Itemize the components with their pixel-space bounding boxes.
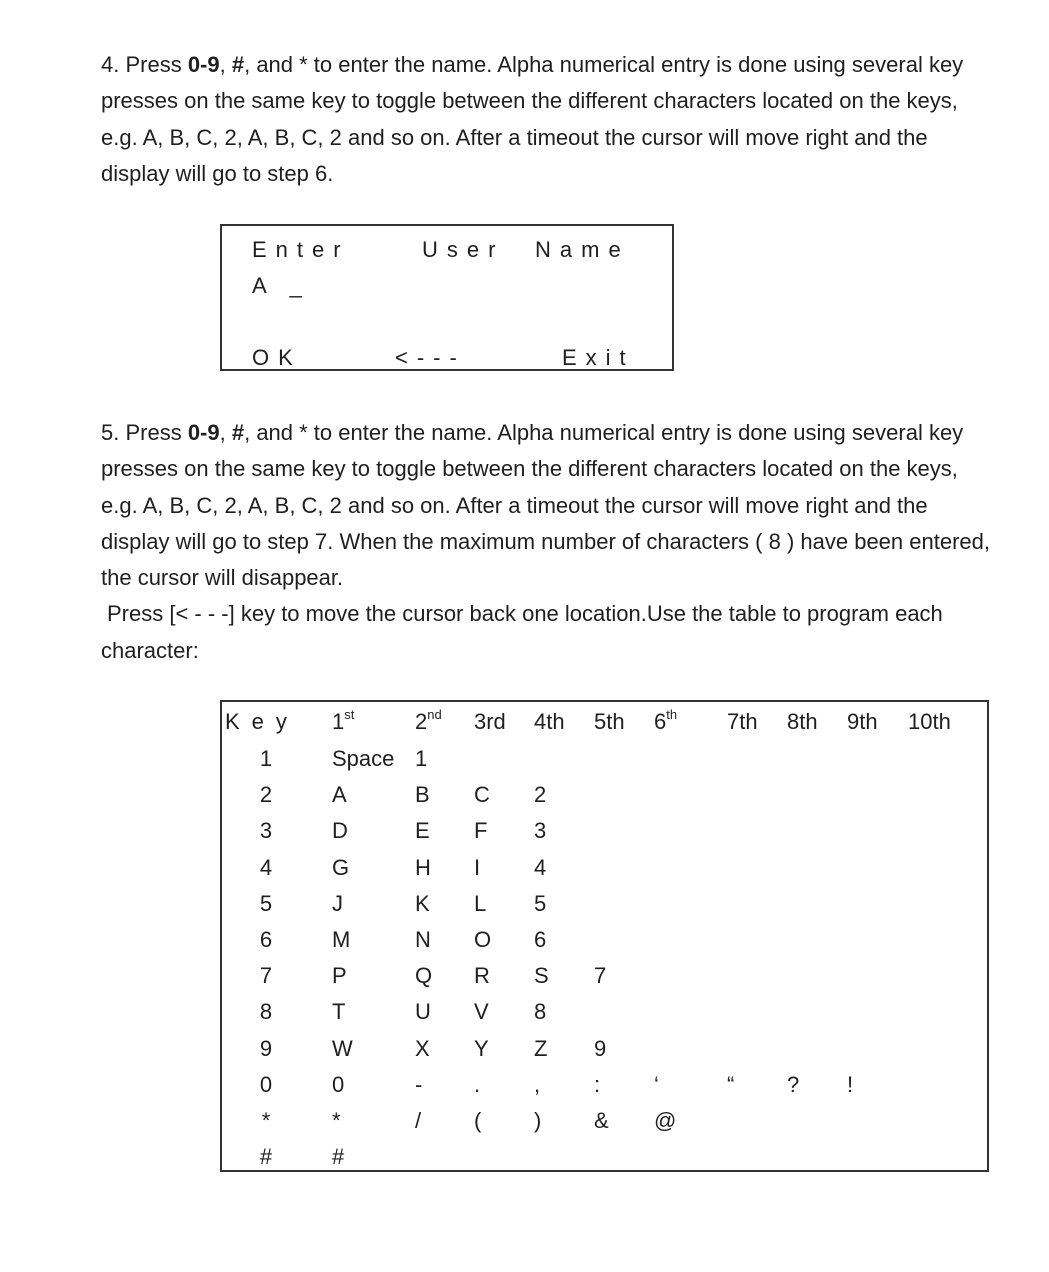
table-cell-r9-c3: Y [474, 1035, 489, 1061]
table-cell-r7-c2: Q [415, 963, 433, 989]
table-cell-r2-c3: C [474, 782, 490, 808]
table-cell-r4-c2: H [415, 854, 431, 880]
lcd-ok-softkey: OK [252, 345, 302, 370]
table-cell-r3-c4: 3 [534, 818, 547, 844]
table-cell-r1-c2: 1 [415, 746, 428, 771]
table-cell-r10-c9: ! [847, 1071, 854, 1097]
table-cell-r6-c4: 6 [534, 927, 547, 952]
lcd-display [220, 224, 674, 371]
table-cell-r2-c2: B [415, 782, 430, 808]
table-cell-r6-c0: 6 [259, 927, 273, 952]
table-cell-r4-c4: 4 [534, 854, 547, 880]
table-header-2: 2nd [415, 707, 442, 734]
step4-paragraph: 4. Press 0-9, #, and * to enter the name. Alpha numerical entry is done using several key presses on the same key to toggle between the different characters located on the keys, e.g. A, B, C, 2, A, B, C, 2 and so on. After a timeout the cursor will move right and the display will go to step 6. [101, 52, 964, 186]
table-cell-r11-c5: & [594, 1108, 609, 1133]
character-table [220, 700, 989, 1172]
table-cell-r3-c2: E [415, 818, 430, 844]
lcd-entry-value: A _ [252, 273, 311, 298]
table-cell-r9-c4: Z [534, 1035, 548, 1061]
table-cell-r1-c1: Space [332, 746, 395, 771]
table-cell-r10-c6: ‘ [654, 1071, 659, 1097]
table-cell-r8-c1: T [332, 999, 346, 1025]
table-header-10: 10th [908, 709, 951, 734]
table-cell-r8-c2: U [415, 999, 431, 1025]
lcd-back-softkey: <--- [395, 345, 466, 370]
lcd-word-name: Name [535, 237, 630, 262]
table-cell-r10-c8: ? [787, 1071, 800, 1097]
table-cell-r4-c1: G [332, 854, 350, 880]
table-cell-r5-c2: K [415, 890, 430, 916]
table-header-3: 3rd [474, 709, 506, 734]
table-cell-r6-c2: N [415, 927, 431, 952]
table-cell-r8-c0: 8 [259, 999, 273, 1025]
table-header-7: 7th [727, 709, 758, 734]
table-header-1: 1st [332, 707, 355, 734]
table-cell-r11-c1: * [332, 1108, 341, 1133]
table-header-0: Key [225, 709, 299, 734]
table-header-8: 8th [787, 709, 818, 734]
table-cell-r10-c4: , [534, 1071, 541, 1097]
table-cell-r6-c1: M [332, 927, 351, 952]
table-cell-r8-c4: 8 [534, 999, 547, 1025]
step5-instruction: Press [< - - -] key to move the cursor back one location.Use the table to program each character: [101, 601, 943, 663]
table-cell-r11-c2: / [415, 1108, 422, 1133]
lcd-word-enter: Enter [252, 237, 350, 262]
table-cell-r5-c4: 5 [534, 890, 547, 916]
table-cell-r9-c0: 9 [259, 1035, 273, 1061]
table-cell-r11-c0: * [261, 1108, 271, 1133]
table-header-4: 4th [534, 709, 565, 734]
table-cell-r8-c3: V [474, 999, 489, 1025]
lcd-word-user: User [422, 237, 505, 262]
table-cell-r4-c3: I [474, 854, 481, 880]
table-cell-r7-c4: S [534, 963, 549, 989]
table-cell-r10-c7: “ [727, 1071, 735, 1097]
table-cell-r11-c4: ) [534, 1108, 542, 1133]
table-cell-r7-c5: 7 [594, 963, 607, 989]
table-cell-r9-c5: 9 [594, 1035, 607, 1061]
table-cell-r3-c1: D [332, 818, 348, 844]
table-header-9: 9th [847, 709, 878, 734]
table-cell-r10-c3: . [474, 1071, 481, 1097]
table-cell-r5-c0: 5 [259, 890, 273, 916]
lcd-exit-softkey: Exit [562, 345, 635, 370]
table-cell-r7-c3: R [474, 963, 490, 989]
table-cell-r10-c2: - [415, 1071, 423, 1097]
table-cell-r2-c1: A [332, 782, 347, 808]
table-cell-r10-c0: 0 [259, 1071, 273, 1097]
table-cell-r3-c3: F [474, 818, 488, 844]
table-cell-r5-c3: L [474, 890, 487, 916]
table-cell-r2-c0: 2 [259, 782, 273, 808]
table-cell-r7-c0: 7 [259, 963, 273, 989]
table-cell-r7-c1: P [332, 963, 347, 989]
table-cell-r4-c0: 4 [259, 854, 273, 880]
table-cell-r5-c1: J [332, 890, 343, 916]
table-cell-r9-c1: W [332, 1035, 353, 1061]
table-cell-r6-c3: O [474, 927, 492, 952]
table-cell-r3-c0: 3 [259, 818, 273, 844]
table-cell-r12-c1: # [332, 1144, 345, 1170]
table-cell-r10-c5: : [594, 1071, 601, 1097]
table-header-5: 5th [594, 709, 625, 734]
table-cell-r12-c0: # [259, 1144, 273, 1170]
step5-paragraph: 5. Press 0-9, #, and * to enter the name. Alpha numerical entry is done using several key presses on the same key to toggle between the different characters located on the keys, e.g. A, B, C, 2, A, B, C, 2 and so on. After a timeout the cursor will move right and the display will go to step 7. When the maximum number of characters ( 8 ) have been entered, the cursor will disappear. Press [< - - -] key to move the cursor back one location.Use the table to program each character: [101, 420, 990, 663]
table-cell-r11-c6: @ [654, 1108, 677, 1133]
table-cell-r9-c2: X [415, 1035, 430, 1061]
table-cell-r2-c4: 2 [534, 782, 547, 808]
table-cell-r11-c3: ( [474, 1108, 482, 1133]
table-cell-r10-c1: 0 [332, 1071, 345, 1097]
table-cell-r1-c0: 1 [259, 746, 273, 771]
table-header-6: 6th [654, 707, 678, 734]
